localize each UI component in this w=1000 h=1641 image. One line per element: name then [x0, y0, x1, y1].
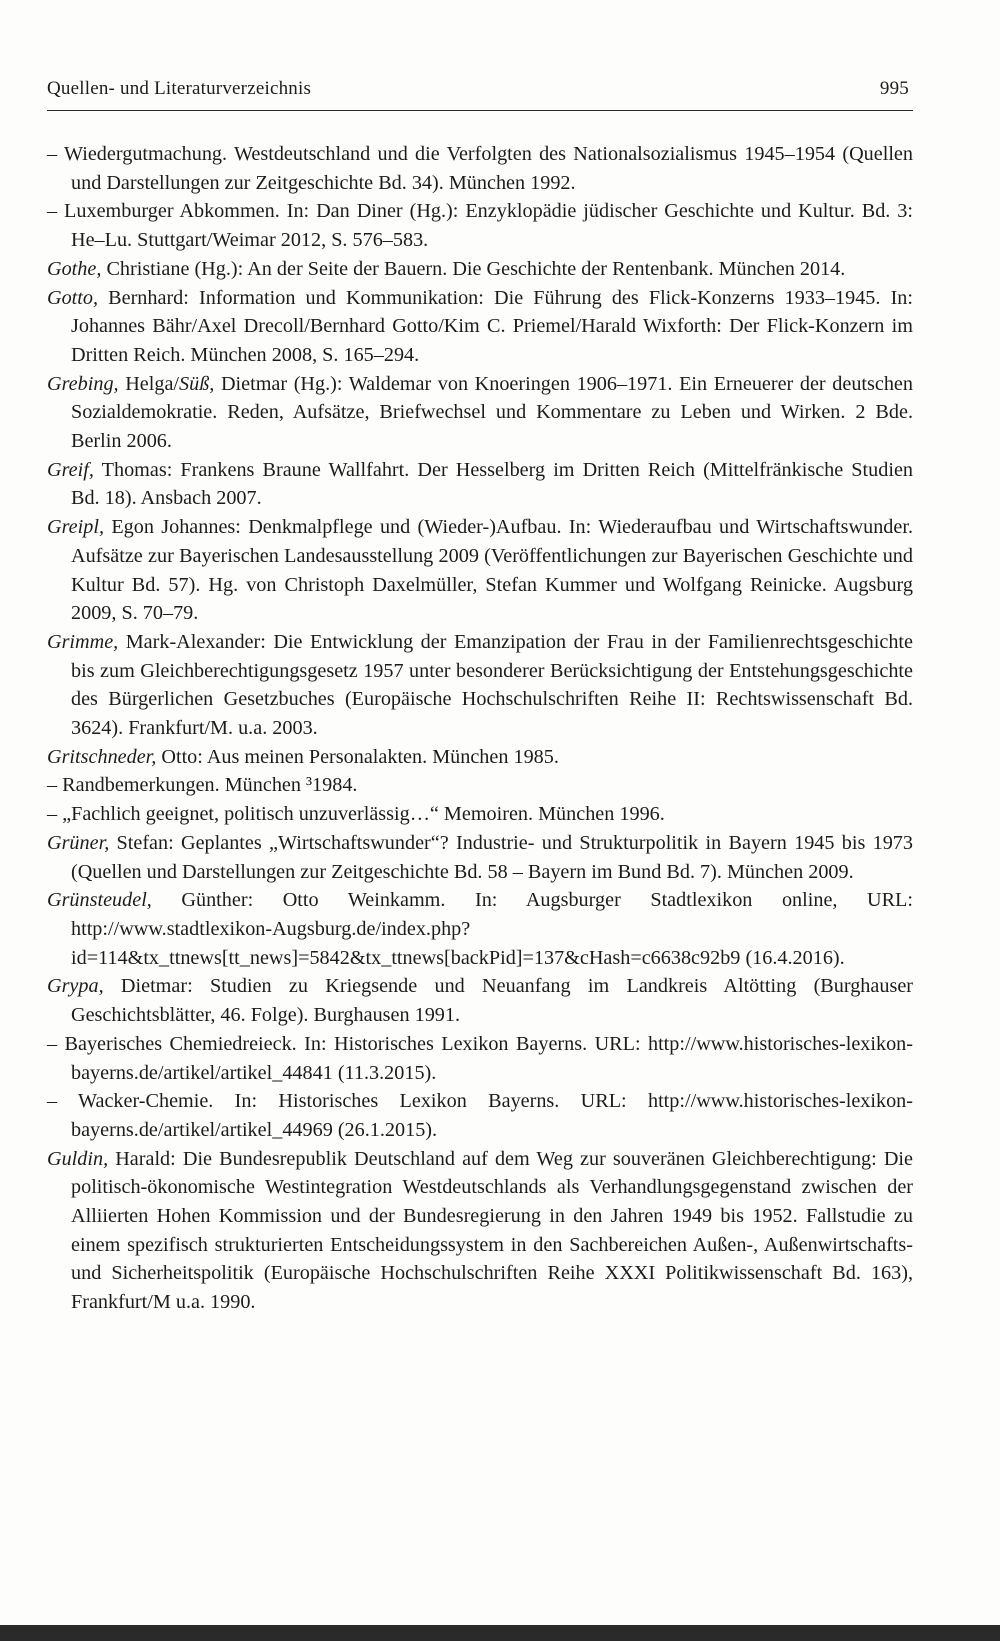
- bibliography-entry: [47, 800, 913, 829]
- bibliography-entry: [47, 743, 913, 772]
- entry-author: Grüner,: [47, 831, 110, 854]
- entry-text: Stefan: Geplantes „Wirtschaftswunder“? Industrie- und Strukturpolitik in Bayern 1945 bis 1973 (Quellen und Darstellungen zur Zeitgeschichte Bd. 58 – Bayern im Bund Bd. 7). München 2009.: [71, 831, 913, 883]
- entry-text: Otto: Aus meinen Personalakten. München 1985.: [156, 745, 559, 768]
- entry-text: Bernhard: Information und Kommunikation: Die Führung des Flick-Konzerns 1933–1945. In: Johannes Bähr/Axel Drecoll/Bernhard Gotto/Kim C. Priemel/Harald Wixforth: Der Flick-Konzern im Dritten Reich. München 2008, S. 165–294.: [71, 286, 913, 366]
- entry-coauthor: Süß,: [179, 372, 215, 395]
- entry-author: Grebing,: [47, 372, 119, 395]
- bibliography-entry: [47, 197, 913, 254]
- entry-text: Egon Johannes: Denkmalpflege und (Wieder-)Aufbau. In: Wiederaufbau und Wirtschaftswunder. Aufsätze zur Bayerischen Landesausstellung 2009 (Veröffentlichungen zur Bayerischen Geschichte und Kultur Bd. 57). Hg. von Christoph Daxelmüller, Stefan Kummer und Wolfgang Reinicke. Augsburg 2009, S. 70–79.: [71, 516, 913, 625]
- entry-text: – Wacker-Chemie. In: Historisches Lexikon Bayerns. URL: http://www.historisches-lexikon-bayerns.de/artikel/artikel_44969 (26.1.2015).: [47, 1090, 913, 1141]
- entry-author: Grimme,: [47, 630, 119, 653]
- entry-author: Gritschneder,: [47, 745, 157, 768]
- entry-text: Thomas: Frankens Braune Wallfahrt. Der Hesselberg im Dritten Reich (Mittelfränkische Studien Bd. 18). Ansbach 2007.: [71, 458, 913, 510]
- bibliography-entry: [47, 771, 913, 800]
- bibliography-entry: [47, 1087, 913, 1144]
- bibliography-entry: [47, 513, 913, 628]
- bibliography-entry: [47, 628, 913, 743]
- bibliography-entry: [47, 255, 913, 284]
- entry-text: – Bayerisches Chemiedreieck. In: Historisches Lexikon Bayerns. URL: http://www.historisches-lexikon-bayerns.de/artikel/artikel_44841 (11.3.2015).: [47, 1032, 913, 1084]
- bibliography-entry: [47, 972, 913, 1029]
- bibliography-entry: [47, 829, 913, 886]
- entry-text: Mark-Alexander: Die Entwicklung der Emanzipation der Frau in der Familienrechtsgeschichte bis zum Gleichberechtigungsgesetz 1957 unter besonderer Berücksichtigung der Entstehungsgeschichte des Bürgerlichen Gesetzbuches (Europäische Hochschulschriften Reihe II: Rechtswissenschaft Bd. 3624). Frankfurt/M. u.a. 2003.: [71, 630, 913, 740]
- scan-edge-bar: [0, 1625, 1000, 1641]
- entry-author: Grypa,: [47, 975, 104, 998]
- bibliography-entry: [47, 1030, 913, 1087]
- bibliography-entry: [47, 284, 913, 370]
- bibliography-entry: [47, 370, 913, 456]
- entry-text: – „Fachlich geeignet, politisch unzuverlässig…“ Memoiren. München 1996.: [47, 803, 665, 826]
- bibliography-entry: [47, 140, 913, 197]
- entry-author: Guldin,: [47, 1147, 109, 1170]
- entry-author: Gotto,: [47, 286, 99, 309]
- entry-text-continued: Dietmar (Hg.): Waldemar von Knoeringen 1906–1971. Ein Erneuerer der deutschen Sozialdemokratie. Reden, Aufsätze, Briefwechsel und Kommentare zu Leben und Wirken. 2 Bde. Berlin 2006.: [71, 372, 913, 453]
- bibliography-entry: [47, 456, 913, 513]
- entry-text: Dietmar: Studien zu Kriegsende und Neuanfang im Landkreis Altötting (Burghauser Geschichtsblätter, 46. Folge). Burghausen 1991.: [71, 975, 913, 1027]
- entry-author: Greipl,: [47, 516, 105, 539]
- entry-text: Christiane (Hg.): An der Seite der Bauern. Die Geschichte der Rentenbank. München 2014.: [101, 257, 846, 280]
- entry-text: Harald: Die Bundesrepublik Deutschland auf dem Weg zur souveränen Gleichberechtigung: Die politisch-ökonomische Westintegration Westdeutschlands als Verhandlungsgegenstand zwischen der Alliierten Hohen Kommission und der Bundesregierung in den Jahren 1949 bis 1952. Fallstudie zu einem spezifisch strukturierten Entscheidungssystem in den Sachbereichen Außen-, Außenwirtschafts- und Sicherheitspolitik (Europäische Hochschulschriften Reihe XXXI Politikwissenschaft Bd. 163), Frankfurt/M u.a. 1990.: [71, 1147, 913, 1314]
- entry-author: Greif,: [47, 458, 94, 481]
- page-number: 995: [879, 78, 909, 99]
- entry-text: Helga/: [118, 372, 180, 395]
- entry-author: Grünsteudel,: [47, 889, 152, 912]
- bibliography-entry: [47, 1145, 913, 1317]
- entry-text: – Luxemburger Abkommen. In: Dan Diner (Hg.): Enzyklopädie jüdischer Geschichte und Kultur. Bd. 3: He–Lu. Stuttgart/Weimar 2012, S. 576–583.: [47, 200, 913, 252]
- entry-text: – Wiedergutmachung. Westdeutschland und die Verfolgten des Nationalsozialismus 1945–1954 (Quellen und Darstellungen zur Zeitgeschichte Bd. 34). München 1992.: [47, 143, 913, 194]
- bibliography-entry: [47, 886, 913, 972]
- page-header: [47, 72, 913, 111]
- entry-author: Gothe,: [47, 257, 102, 280]
- entry-text: Günther: Otto Weinkamm. In: Augsburger Stadtlexikon online, URL: http://www.stadtlexikon-Augsburg.de/index.php?id=114&tx_ttnews[tt_news]=5842&tx_ttnews[backPid]=137&cHash=c6638c92b9 (16.4.2016).: [71, 889, 913, 969]
- entry-text: – Randbemerkungen. München ³1984.: [47, 774, 358, 797]
- bibliography-list: [47, 140, 913, 1317]
- running-head-title: Quellen- und Literaturverzeichnis: [47, 78, 312, 99]
